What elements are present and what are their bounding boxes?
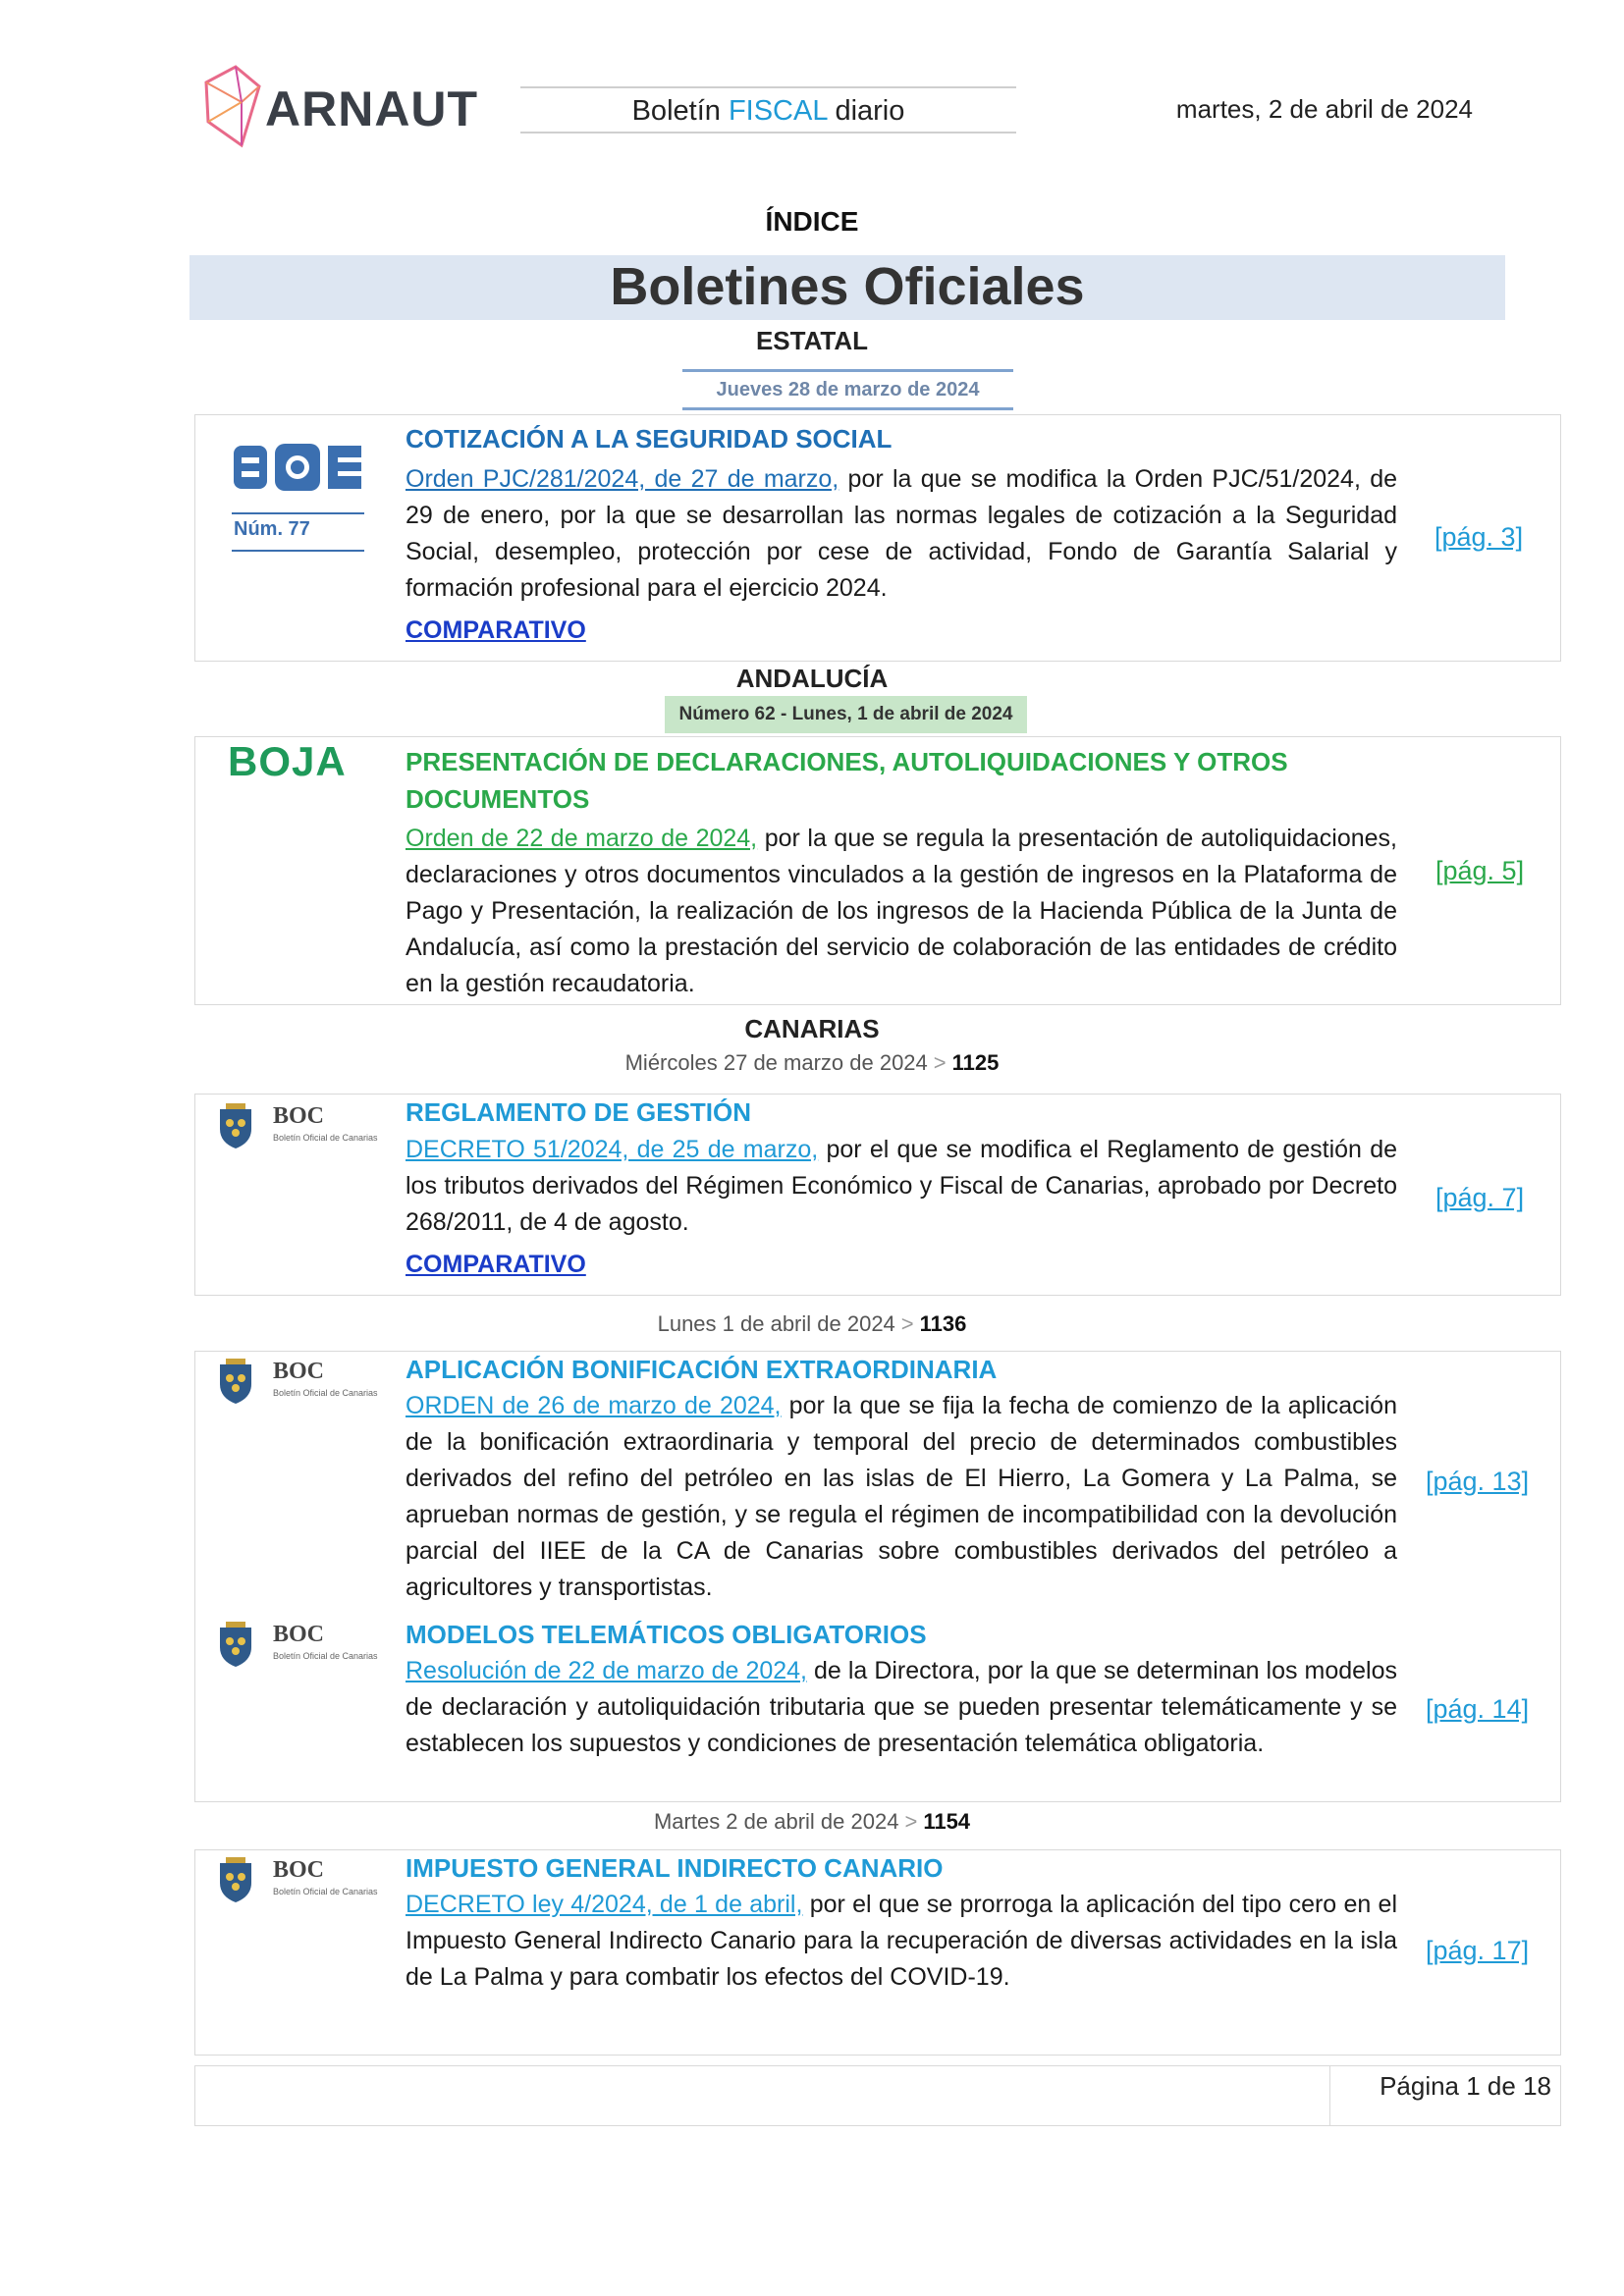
boja-logo: BOJA xyxy=(228,738,347,784)
boja-link[interactable]: Orden de 22 de marzo de 2024, xyxy=(406,825,758,852)
boc-logo-word: BOC xyxy=(273,1103,325,1129)
chevron-right-icon: > xyxy=(933,1050,947,1075)
boc1-page-link[interactable]: [pág. 7] xyxy=(1435,1183,1525,1212)
boc-logo-subtitle: Boletín Oficial de Canarias xyxy=(273,1887,378,1896)
boc-logo xyxy=(208,1355,383,1410)
boe-number: Núm. 77 xyxy=(234,518,310,540)
canarias-shield-icon xyxy=(212,1620,259,1669)
boc-date-1-number: 1125 xyxy=(951,1050,1000,1075)
bulletin-title xyxy=(520,86,1016,133)
boe-link[interactable]: Orden PJC/281/2024, de 27 de marzo, xyxy=(406,465,839,493)
chevron-right-icon: > xyxy=(900,1311,914,1336)
boc2-page-link[interactable]: [pág. 13] xyxy=(1426,1467,1530,1496)
banner-title: Boletines Oficiales xyxy=(189,255,1505,320)
canarias-shield-icon xyxy=(212,1101,259,1150)
boc4-title: IMPUESTO GENERAL INDIRECTO CANARIO xyxy=(406,1853,944,1883)
boc2-title: APLICACIÓN BONIFICACIÓN EXTRAORDINARIA xyxy=(406,1355,998,1384)
section-canarias: CANARIAS xyxy=(744,1014,880,1043)
boc4-body xyxy=(406,1887,1397,1996)
boc-logo-subtitle: Boletín Oficial de Canarias xyxy=(273,1651,378,1661)
boe-body xyxy=(406,461,1397,607)
boc3-link[interactable]: Resolución de 22 de marzo de 2024, xyxy=(406,1657,808,1684)
boc-logo-word: BOC xyxy=(273,1622,325,1647)
logo-wordmark: ARNAUT xyxy=(265,81,479,136)
boc4-link[interactable]: DECRETO ley 4/2024, de 1 de abril, xyxy=(406,1891,803,1918)
boc-logo-word: BOC xyxy=(273,1857,325,1883)
boe-title: COTIZACIÓN A LA SEGURIDAD SOCIAL xyxy=(406,424,893,454)
boja-date: Número 62 - Lunes, 1 de abril de 2024 xyxy=(665,696,1027,733)
boe-emblem-icon xyxy=(232,438,364,507)
boc3-page-link[interactable]: [pág. 14] xyxy=(1426,1694,1530,1724)
boe-comparativo-link[interactable]: COMPARATIVO xyxy=(406,616,586,644)
boc-date-2-number: 1136 xyxy=(919,1311,967,1336)
boc-date-3-number: 1154 xyxy=(923,1809,971,1834)
boc-date-3-text: Martes 2 de abril de 2024 xyxy=(653,1809,899,1834)
boc-logo-subtitle: Boletín Oficial de Canarias xyxy=(273,1388,378,1398)
boc2-link[interactable]: ORDEN de 26 de marzo de 2024, xyxy=(406,1392,782,1419)
boe-date: Jueves 28 de marzo de 2024 xyxy=(682,369,1013,410)
boc2-text: por la que se fija la fecha de comienzo de la aplicación de la bonificación extraordinaria y temporal del precio de determinados combustibles derivados del refino del petróleo en las islas de El Hierro, La Gomera y La Palma, se aprueban normas de gestión, y se regula el régimen de incompatibilidad con la devolución parcial del IIEE de la CA de Canarias sobre combustibles derivados del petróleo a agricultores y transportistas. xyxy=(406,1392,1397,1601)
bulletin-suffix: diario xyxy=(827,95,905,127)
boc-date-2 xyxy=(0,1311,1624,1337)
boc4-page-link[interactable]: [pág. 17] xyxy=(1426,1936,1530,1965)
boe-logo xyxy=(232,438,364,556)
boc1-title: REGLAMENTO DE GESTIÓN xyxy=(406,1097,751,1127)
boc-date-3 xyxy=(0,1809,1624,1835)
canarias-shield-icon xyxy=(212,1855,259,1904)
boc-date-2-text: Lunes 1 de abril de 2024 xyxy=(657,1311,895,1336)
header-date: martes, 2 de abril de 2024 xyxy=(1175,94,1473,124)
boc-logo xyxy=(208,1853,383,1908)
diamond-logo-icon xyxy=(196,63,265,153)
boc-date-1 xyxy=(0,1050,1624,1076)
section-estatal: ESTATAL xyxy=(755,326,869,355)
canarias-shield-icon xyxy=(212,1357,259,1406)
footer-divider xyxy=(1329,2065,1330,2126)
boc-date-1-text: Miércoles 27 de marzo de 2024 xyxy=(624,1050,928,1075)
boc1-body xyxy=(406,1132,1397,1241)
index-title: ÍNDICE xyxy=(765,206,859,237)
boja-text: por la que se regula la presentación de autoliquidaciones, declaraciones y otros documentos vinculados a la gestión de ingresos en la Plataforma de Pago y Presentación, la realización de los ingresos de la Hacienda Pública de la Junta de Andalucía, así como la prestación del servicio de colaboración de las entidades de crédito en la gestión recaudatoria. xyxy=(406,825,1397,997)
boc3-title: MODELOS TELEMÁTICOS OBLIGATORIOS xyxy=(406,1620,927,1649)
boc-logo-word: BOC xyxy=(273,1359,325,1384)
boe-page-link[interactable]: [pág. 3] xyxy=(1435,522,1524,552)
boc3-text: de la Directora, por la que se determinan los modelos de declaración y autoliquidación tributaria que se pueden presentar telemáticamente y se establecen los supuestos y condiciones de presentación telemática obligatoria. xyxy=(406,1657,1397,1757)
boc1-comparativo-link[interactable]: COMPARATIVO xyxy=(406,1251,586,1278)
boc-logo xyxy=(208,1618,383,1673)
chevron-right-icon: > xyxy=(904,1809,918,1834)
boc3-body xyxy=(406,1653,1397,1762)
section-andalucia: ANDALUCÍA xyxy=(735,664,889,693)
bulletin-accent: FISCAL xyxy=(728,95,828,127)
boc4-text: por el que se prorroga la aplicación del tipo cero en el Impuesto General Indirecto Canario para la recuperación de diversas actividades en la isla de La Palma y para combatir los efectos del COVID-19. xyxy=(406,1891,1397,1991)
boja-body xyxy=(406,821,1397,1002)
boja-title: PRESENTACIÓN DE DECLARACIONES, AUTOLIQUIDACIONES Y OTROS DOCUMENTOS xyxy=(406,747,1288,814)
arnaut-logo xyxy=(196,61,479,155)
boc-logo xyxy=(208,1099,383,1154)
boe-text: por la que se modifica la Orden PJC/51/2024, de 29 de enero, por la que se desarrollan las normas legales de cotización a la Seguridad Social, desempleo, protección por cese de actividad, Fondo de Garantía Salarial y formación profesional para el ejercicio 2024. xyxy=(406,465,1398,602)
bulletin-prefix: Boletín xyxy=(631,95,729,127)
page-number: Página 1 de 18 xyxy=(1380,2071,1551,2101)
boc2-body xyxy=(406,1388,1397,1606)
boc-logo-subtitle: Boletín Oficial de Canarias xyxy=(273,1133,378,1143)
boc1-link[interactable]: DECRETO 51/2024, de 25 de marzo, xyxy=(406,1136,819,1163)
boc1-text: por el que se modifica el Reglamento de gestión de los tributos derivados del Régimen Económico y Fiscal de Canarias, aprobado por Decreto 268/2011, de 4 de agosto. xyxy=(406,1136,1397,1236)
boja-page-link[interactable]: [pág. 5] xyxy=(1435,856,1525,885)
